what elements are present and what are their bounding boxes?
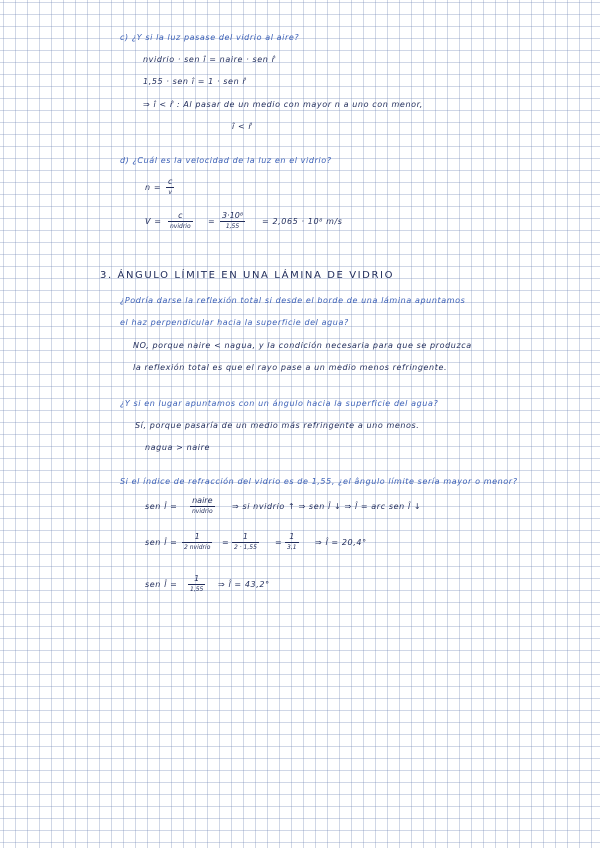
n-equation-left: n = — [145, 183, 162, 192]
calc-fraction-3-numerator: 1 — [285, 532, 299, 543]
n-fraction-numerator: c — [168, 177, 173, 186]
question-angle: ¿Y si en lugar apuntamos con un ángulo hacia la superficie del agua? — [120, 399, 439, 408]
answer-no-line2: la reflexión total es que el rayo pase a un medio menos refringente. — [133, 363, 448, 372]
answer-yes: Sí, porque pasaría de un medio más refringente a uno menos. — [135, 421, 420, 430]
v-fraction-denominator: nvidrio — [170, 223, 191, 230]
calc-fraction-3-denominator: 3,1 — [287, 544, 297, 551]
v-result: = 2,065 · 10⁸ m/s — [262, 217, 343, 226]
final-fraction-numerator: 1 — [188, 574, 205, 585]
section-title: 3. ÁNGULO LÍMITE EN UNA LÁMINA DE VIDRIO — [100, 270, 395, 281]
v-fraction — [168, 211, 193, 230]
calc-fraction-2-denominator: 2 · 1,55 — [234, 544, 257, 551]
sin-limit-calc-left: sen l̂ = — [145, 538, 178, 547]
calc-fraction-2 — [232, 532, 259, 551]
v-fraction-values — [220, 211, 245, 230]
snell-equation: nvidrio · sen î = naire · sen r̂ — [143, 55, 276, 64]
n-fraction — [166, 177, 174, 196]
question-total-reflection-line1: ¿Podría darse la reflexión total si desde el borde de una lámina apuntamos — [120, 296, 466, 305]
v-fraction-numerator: c — [168, 211, 193, 222]
calc-fraction-1-denominator: 2 nvidrio — [184, 544, 211, 551]
answer-yes-note: nagua > naire — [145, 443, 211, 452]
v-values-numerator: 3·10⁸ — [222, 211, 244, 220]
calc-result: ⇒ l̂ = 20,4° — [315, 538, 367, 547]
final-result: ⇒ l̂ = 43,2° — [218, 580, 270, 589]
sin-limit-numerator: naire — [190, 496, 215, 507]
v-equals: = — [208, 217, 216, 226]
sin-limit-denominator: nvidrio — [192, 508, 213, 515]
question-c: c) ¿Y si la luz pasase del vidrio al aire? — [120, 33, 300, 42]
final-fraction — [188, 574, 205, 593]
calc-fraction-3 — [285, 532, 299, 551]
snell-substitution: 1,55 · sen î = 1 · sen r̂ — [143, 77, 247, 86]
calc-fraction-1 — [182, 532, 212, 551]
v-equation-left: V = — [145, 217, 162, 226]
question-d: d) ¿Cuál es la velocidad de la luz en el vidrio? — [120, 156, 332, 165]
sin-limit-fraction — [190, 496, 215, 515]
n-fraction-denominator: v — [168, 189, 172, 196]
final-fraction-denominator: 1,55 — [190, 586, 204, 593]
conclusion-line: ⇒ î < r̂ : Al pasar de un medio con mayor n a uno con menor, — [143, 100, 423, 109]
conclusion-result: î < r̂ — [232, 122, 253, 131]
sin-limit-final-left: sen l̂ = — [145, 580, 178, 589]
v-values-denominator: 1,55 — [225, 223, 240, 230]
question-refraction-index: Si el índice de refracción del vidrio es de 1,55, ¿el ângulo límite sería mayor o menor? — [120, 477, 518, 486]
calc-fraction-2-numerator: 1 — [232, 532, 259, 543]
calc-equals-1: = — [222, 538, 230, 547]
answer-no-line1: NO, porque naire < nagua, y la condición necesaria para que se produzca — [133, 341, 472, 350]
sin-limit-reasoning: ⇒ si nvidrio ↑ ⇒ sen l̂ ↓ ⇒ l̂ = arc sen l̂ ↓ — [232, 502, 422, 511]
question-total-reflection-line2: el haz perpendicular hacia la superficie del agua? — [120, 318, 349, 327]
calc-fraction-1-numerator: 1 — [182, 532, 212, 543]
calc-equals-2: = — [275, 538, 283, 547]
sin-limit-left: sen l̂ = — [145, 502, 178, 511]
